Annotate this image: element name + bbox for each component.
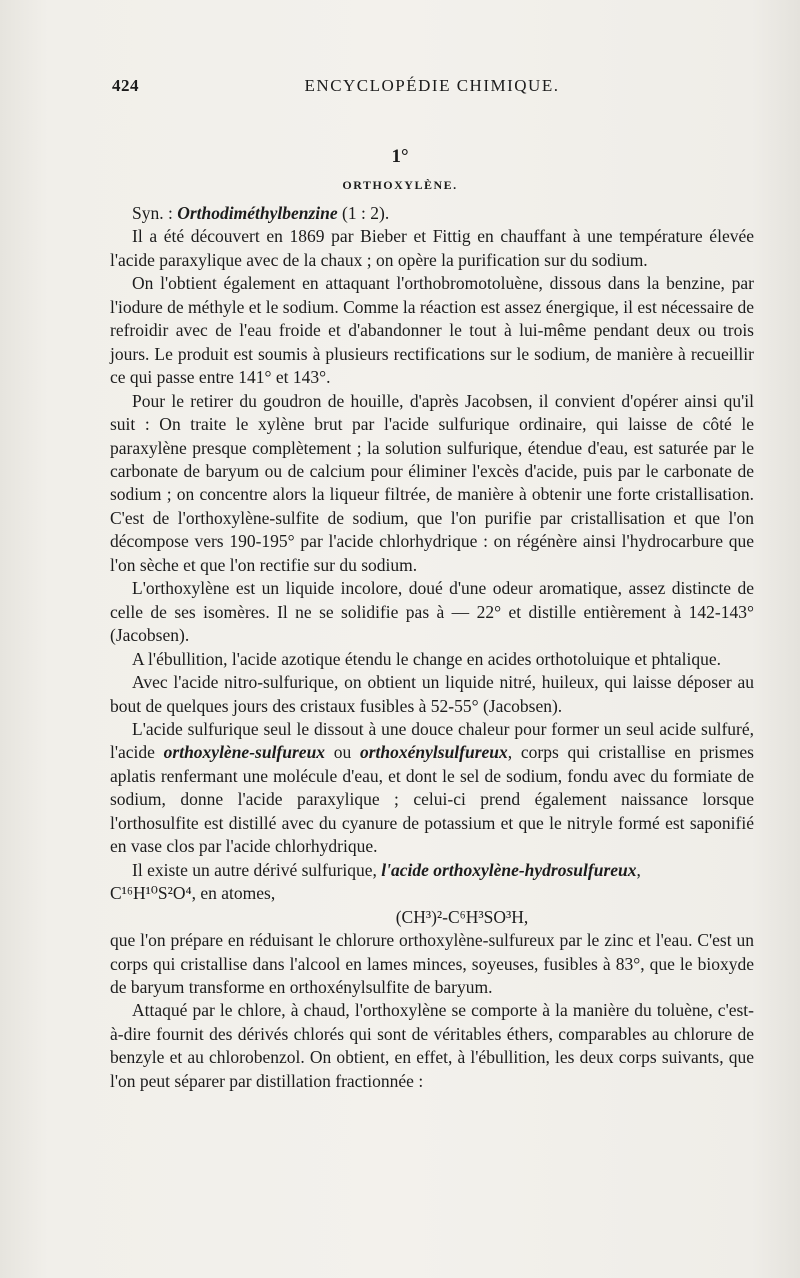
- compound-name: orthoxylène-sulfureux: [163, 742, 326, 763]
- paragraph: On l'obtient également en attaquant l'orthobromotoluène, dissous dans la benzine, par l'iodure de méthyle et le sodium. Comme la réaction est assez énergique, il est nécessaire de refroidir avec de l'eau froide et d'abandonner le tout à lui-même pendant deux ou trois jours. Le produit est soumis à plusieurs rectifications sur le sodium, de manière à recueillir ce qui passe entre 141° et 143°.: [110, 273, 754, 388]
- structural-formula: (CH³)²-C⁶H³SO³H,: [395, 906, 529, 927]
- paragraph: Il a été découvert en 1869 par Bieber et Fittig en chauffant à une température élevée l'acide paraxylique avec de la chaux ; on opère la purification sur du sodium.: [110, 226, 754, 270]
- synonym-positions: (1 : 2).: [337, 203, 390, 223]
- running-title: ENCYCLOPÉDIE CHIMIQUE.: [304, 76, 560, 95]
- running-header: [112, 76, 752, 100]
- compound-name: l'acide orthoxylène-hydrosulfureux: [381, 859, 637, 880]
- text-run: , corps qui cristallise en prismes aplatis renfermant une molécule d'eau, et dont le sel de sodium, fondu avec du formiate de sodium, donne l'acide paraxylique ; celui-ci prend également naissance lorsque l'orthosulfite est distillé avec du cyanure de potassium et que le nitryle formé est saponifié en vase clos par l'acide chlorhydrique.: [110, 742, 754, 857]
- section-title: ORTHOXYLÈNE.: [342, 178, 458, 192]
- paragraph: Attaqué par le chlore, à chaud, l'orthoxylène se comporte à la manière du toluène, c'est-à-dire fournit des dérivés chlorés qui sont de véritables éthers, comparables au chlorure de benzyle et au chlorobenzol. On obtient, en effet, à l'ébullition, les deux corps suivants, que l'on peut séparer par distillation fractionnée :: [110, 1000, 754, 1091]
- paragraph: Avec l'acide nitro-sulfurique, on obtient un liquide nitré, huileux, qui laisse déposer au bout de quelques jours des cristaux fusibles à 52-55° (Jacobsen).: [110, 672, 754, 716]
- section-number: 1°: [391, 146, 409, 167]
- paragraph: [110, 859, 754, 906]
- text-run: Il existe un autre dérivé sulfurique,: [132, 859, 382, 880]
- synonym-name: Orthodiméthylbenzine: [177, 203, 338, 223]
- paragraph: A l'ébullition, l'acide azotique étendu le change en acides orthotoluique et phtalique.: [132, 648, 721, 669]
- text-run: ,: [636, 859, 641, 880]
- body-text: [110, 202, 754, 1093]
- paragraph: Pour le retirer du goudron de houille, d'après Jacobsen, il convient d'opérer ainsi qu'il suit : On traite le xylène brut par l'acide sulfurique ordinaire, qui laisse de côté le paraxylène presque complètement ; la solution sulfurique, étendue d'eau, est saturée par le carbonate de baryum ou de calcium pour éliminer l'excès d'acide, puis par le carbonate de sodium ; on concentre alors la liqueur filtrée, de manière à obtenir une forte cristallisation. C'est de l'orthoxylène-sulfite de sodium, que l'on purifie par cristallisation et que l'on décompose vers 190-195° par l'acide chlorhydrique : on régénère ainsi l'hydrocarbure que l'on sèche et que l'on rectifie sur du sodium.: [110, 390, 754, 575]
- page-number: 424: [112, 76, 139, 95]
- synonym-paragraph: [110, 202, 754, 225]
- compound-name: orthoxénylsulfureux: [359, 742, 508, 763]
- paragraph: que l'on prépare en réduisant le chlorure orthoxylène-sulfureux par le zinc et l'eau. C'est un corps qui cristallise dans l'alcool en lames minces, soyeuses, fusibles à 83°, que le bioxyde de baryum transforme en orthoxénylsulfite de baryum.: [110, 930, 754, 997]
- text-run: ou: [325, 742, 360, 763]
- text-run: L'acide sulfurique seul le dissout à une douce chaleur pour former un seul acide sulfuré, l'acide: [110, 718, 754, 763]
- molecular-formula: C¹⁶H¹⁰S²O⁴, en atomes,: [110, 883, 276, 904]
- paragraph: L'orthoxylène est un liquide incolore, doué d'une odeur aromatique, assez distincte de celle de ses isomères. Il ne se solidifie pas à — 22° et distille entièrement à 142-143° (Jacobsen).: [110, 578, 754, 646]
- paragraph: [110, 718, 754, 859]
- synonym-label: Syn. :: [132, 203, 178, 223]
